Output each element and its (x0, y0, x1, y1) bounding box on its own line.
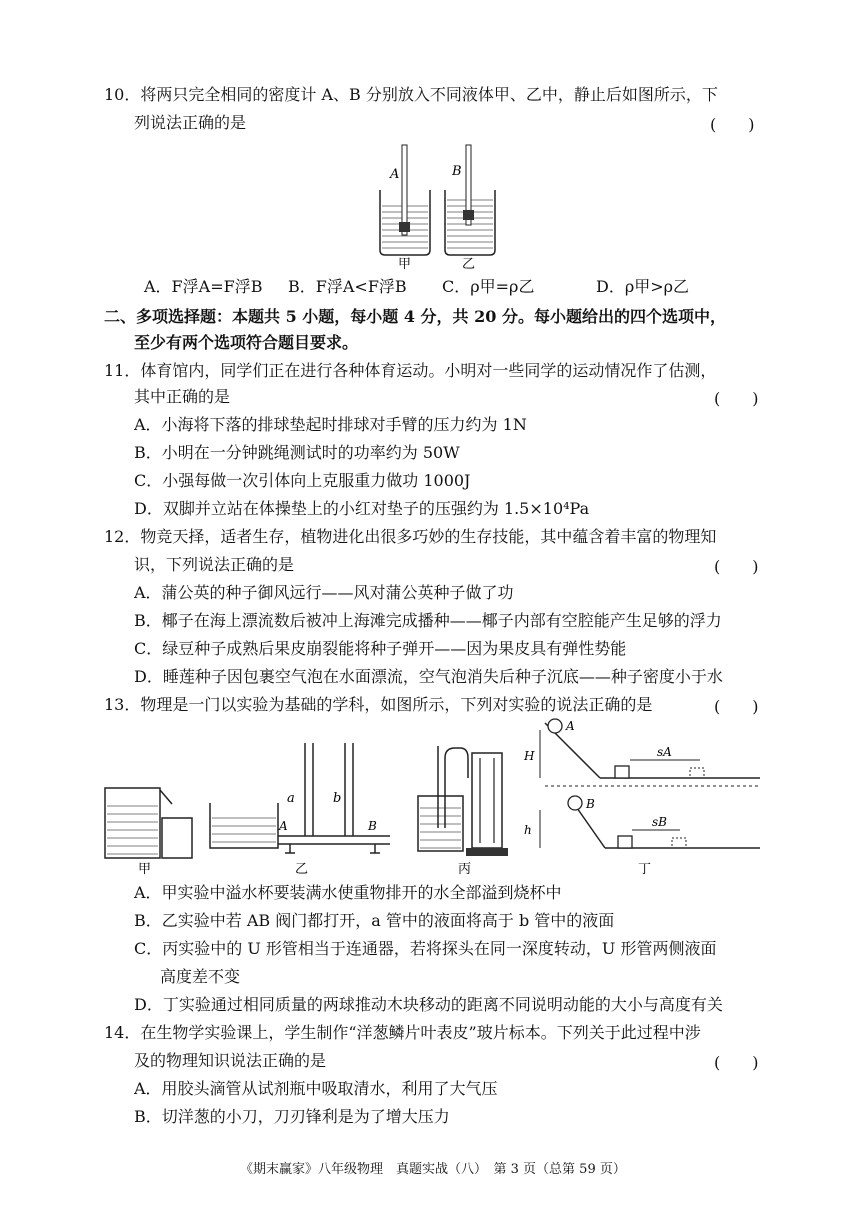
q11-answer-bracket: ( ) (714, 389, 759, 408)
q13-option-b: B．乙实验中若 AB 阀门都打开，a 管中的液面将高于 b 管中的液面 (134, 911, 615, 930)
label-ball-a: A (566, 719, 575, 733)
q10-option-d: D．ρ甲>ρ乙 (596, 277, 690, 296)
label-jia: 甲 (398, 257, 412, 270)
label-valve-b: B (368, 819, 377, 833)
label-b: B (452, 164, 462, 179)
q14-line1: 14．在生物学实验课上，学生制作“洋葱鳞片叶表皮”玻片标本。下列关于此过程中涉 (104, 1023, 701, 1042)
q12-line1: 12．物竞天择，适者生存，植物进化出很多巧妙的生存技能，其中蕴含着丰富的物理知 (104, 527, 717, 546)
section2-heading-line2: 至少有两个选项符合题目要求。 (134, 333, 359, 352)
figure-jia (105, 788, 192, 877)
q13-answer-bracket: ( ) (714, 697, 759, 716)
label-height-h: h (524, 823, 532, 837)
q11-option-a: A．小海将下落的排球垫起时排球对手臂的压力约为 1N (134, 415, 527, 434)
section2-heading-line1: 二、多项选择题：本题共 5 小题，每小题 4 分，共 20 分。每小题给出的四个选项中， (104, 307, 726, 326)
q13-option-a: A．甲实验中溢水杯要装满水使重物排开的水全部溢到烧杯中 (134, 883, 562, 902)
q10-option-a: A．F浮A=F浮B (144, 277, 263, 296)
q10-hydrometer-figure (360, 140, 510, 270)
label-sA: sA (657, 745, 672, 759)
q14-answer-bracket: ( ) (714, 1053, 759, 1072)
label-a: A (390, 167, 400, 182)
q14-option-b: B．切洋葱的小刀，刀刃锋利是为了增大压力 (134, 1107, 450, 1126)
q10-line2: 列说法正确的是 (134, 113, 247, 132)
label-tube-a: a (287, 791, 295, 806)
q13-option-d: D．丁实验通过相同质量的两球推动木块移动的距离不同说明动能的大小与高度有关 (134, 995, 723, 1014)
label-fig-yi: 乙 (295, 862, 309, 877)
q13-experiment-figures (100, 718, 770, 878)
page-footer: 《期末赢家》八年级物理 真题实战（八） 第 3 页（总第 59 页） (240, 1162, 626, 1177)
q11-line1: 11．体育馆内，同学们正在进行各种体育运动。小明对一些同学的运动情况作了估测， (104, 361, 717, 380)
q12-option-b: B．椰子在海上漂流数后被冲上海滩完成播种——椰子内部有空腔能产生足够的浮力 (134, 611, 722, 630)
q10-option-b: B．F浮A<F浮B (288, 277, 407, 296)
label-ball-b: B (586, 797, 595, 811)
q12-line2: 识，下列说法正确的是 (134, 555, 295, 574)
label-fig-jia: 甲 (138, 862, 152, 877)
q10-line1: 10．将两只完全相同的密度计 A、B 分别放入不同液体甲、乙中，静止后如图所示，下 (104, 85, 718, 104)
label-sB: sB (652, 815, 667, 829)
label-tube-b: b (333, 791, 342, 806)
hydrometer-a-bulb (399, 222, 410, 232)
q10-option-c: C．ρ甲=ρ乙 (442, 277, 535, 296)
q14-option-a: A．用胶头滴管从试剂瓶中吸取清水，利用了大气压 (134, 1079, 498, 1098)
q13-option-c: C．丙实验中的 U 形管相当于连通器，若将探头在同一深度转动，U 形管两侧液面 (134, 939, 717, 958)
label-yi: 乙 (462, 257, 476, 270)
q13-line1: 13．物理是一门以实验为基础的学科，如图所示，下列对实验的说法正确的是 (104, 695, 653, 714)
label-fig-ding: 丁 (638, 862, 652, 877)
q10-answer-bracket: ( ) (710, 115, 755, 134)
q12-option-c: C．绿豆种子成熟后果皮崩裂能将种子弹开——因为果皮具有弹性势能 (134, 639, 627, 658)
q11-option-c: C．小强每做一次引体向上克服重力做功 1000J (134, 471, 471, 490)
figure-bing (418, 746, 508, 877)
label-height-H: H (524, 749, 535, 763)
q14-line2: 及的物理知识说法正确的是 (134, 1051, 327, 1070)
q13-option-c-continued: 高度差不变 (160, 967, 241, 986)
q12-option-d: D．睡莲种子因包裹空气泡在水面漂流，空气泡消失后种子沉底——种子密度小于水 (134, 667, 723, 686)
hydrometer-b-bulb (463, 210, 474, 220)
q11-line2: 其中正确的是 (134, 387, 231, 406)
q11-option-b: B．小明在一分钟跳绳测试时的功率约为 50W (134, 443, 460, 462)
label-valve-a: A (279, 819, 288, 833)
q12-answer-bracket: ( ) (714, 557, 759, 576)
hydrometer-a (402, 145, 407, 235)
q11-option-d: D．双脚并立站在体操垫上的小红对垫子的压强约为 1.5×10⁴Pa (134, 499, 590, 518)
figure-yi (210, 743, 390, 877)
q12-option-a: A．蒲公英的种子御风远行——风对蒲公英种子做了功 (134, 583, 514, 602)
figure-ding (523, 719, 760, 877)
label-fig-bing: 丙 (458, 862, 472, 877)
